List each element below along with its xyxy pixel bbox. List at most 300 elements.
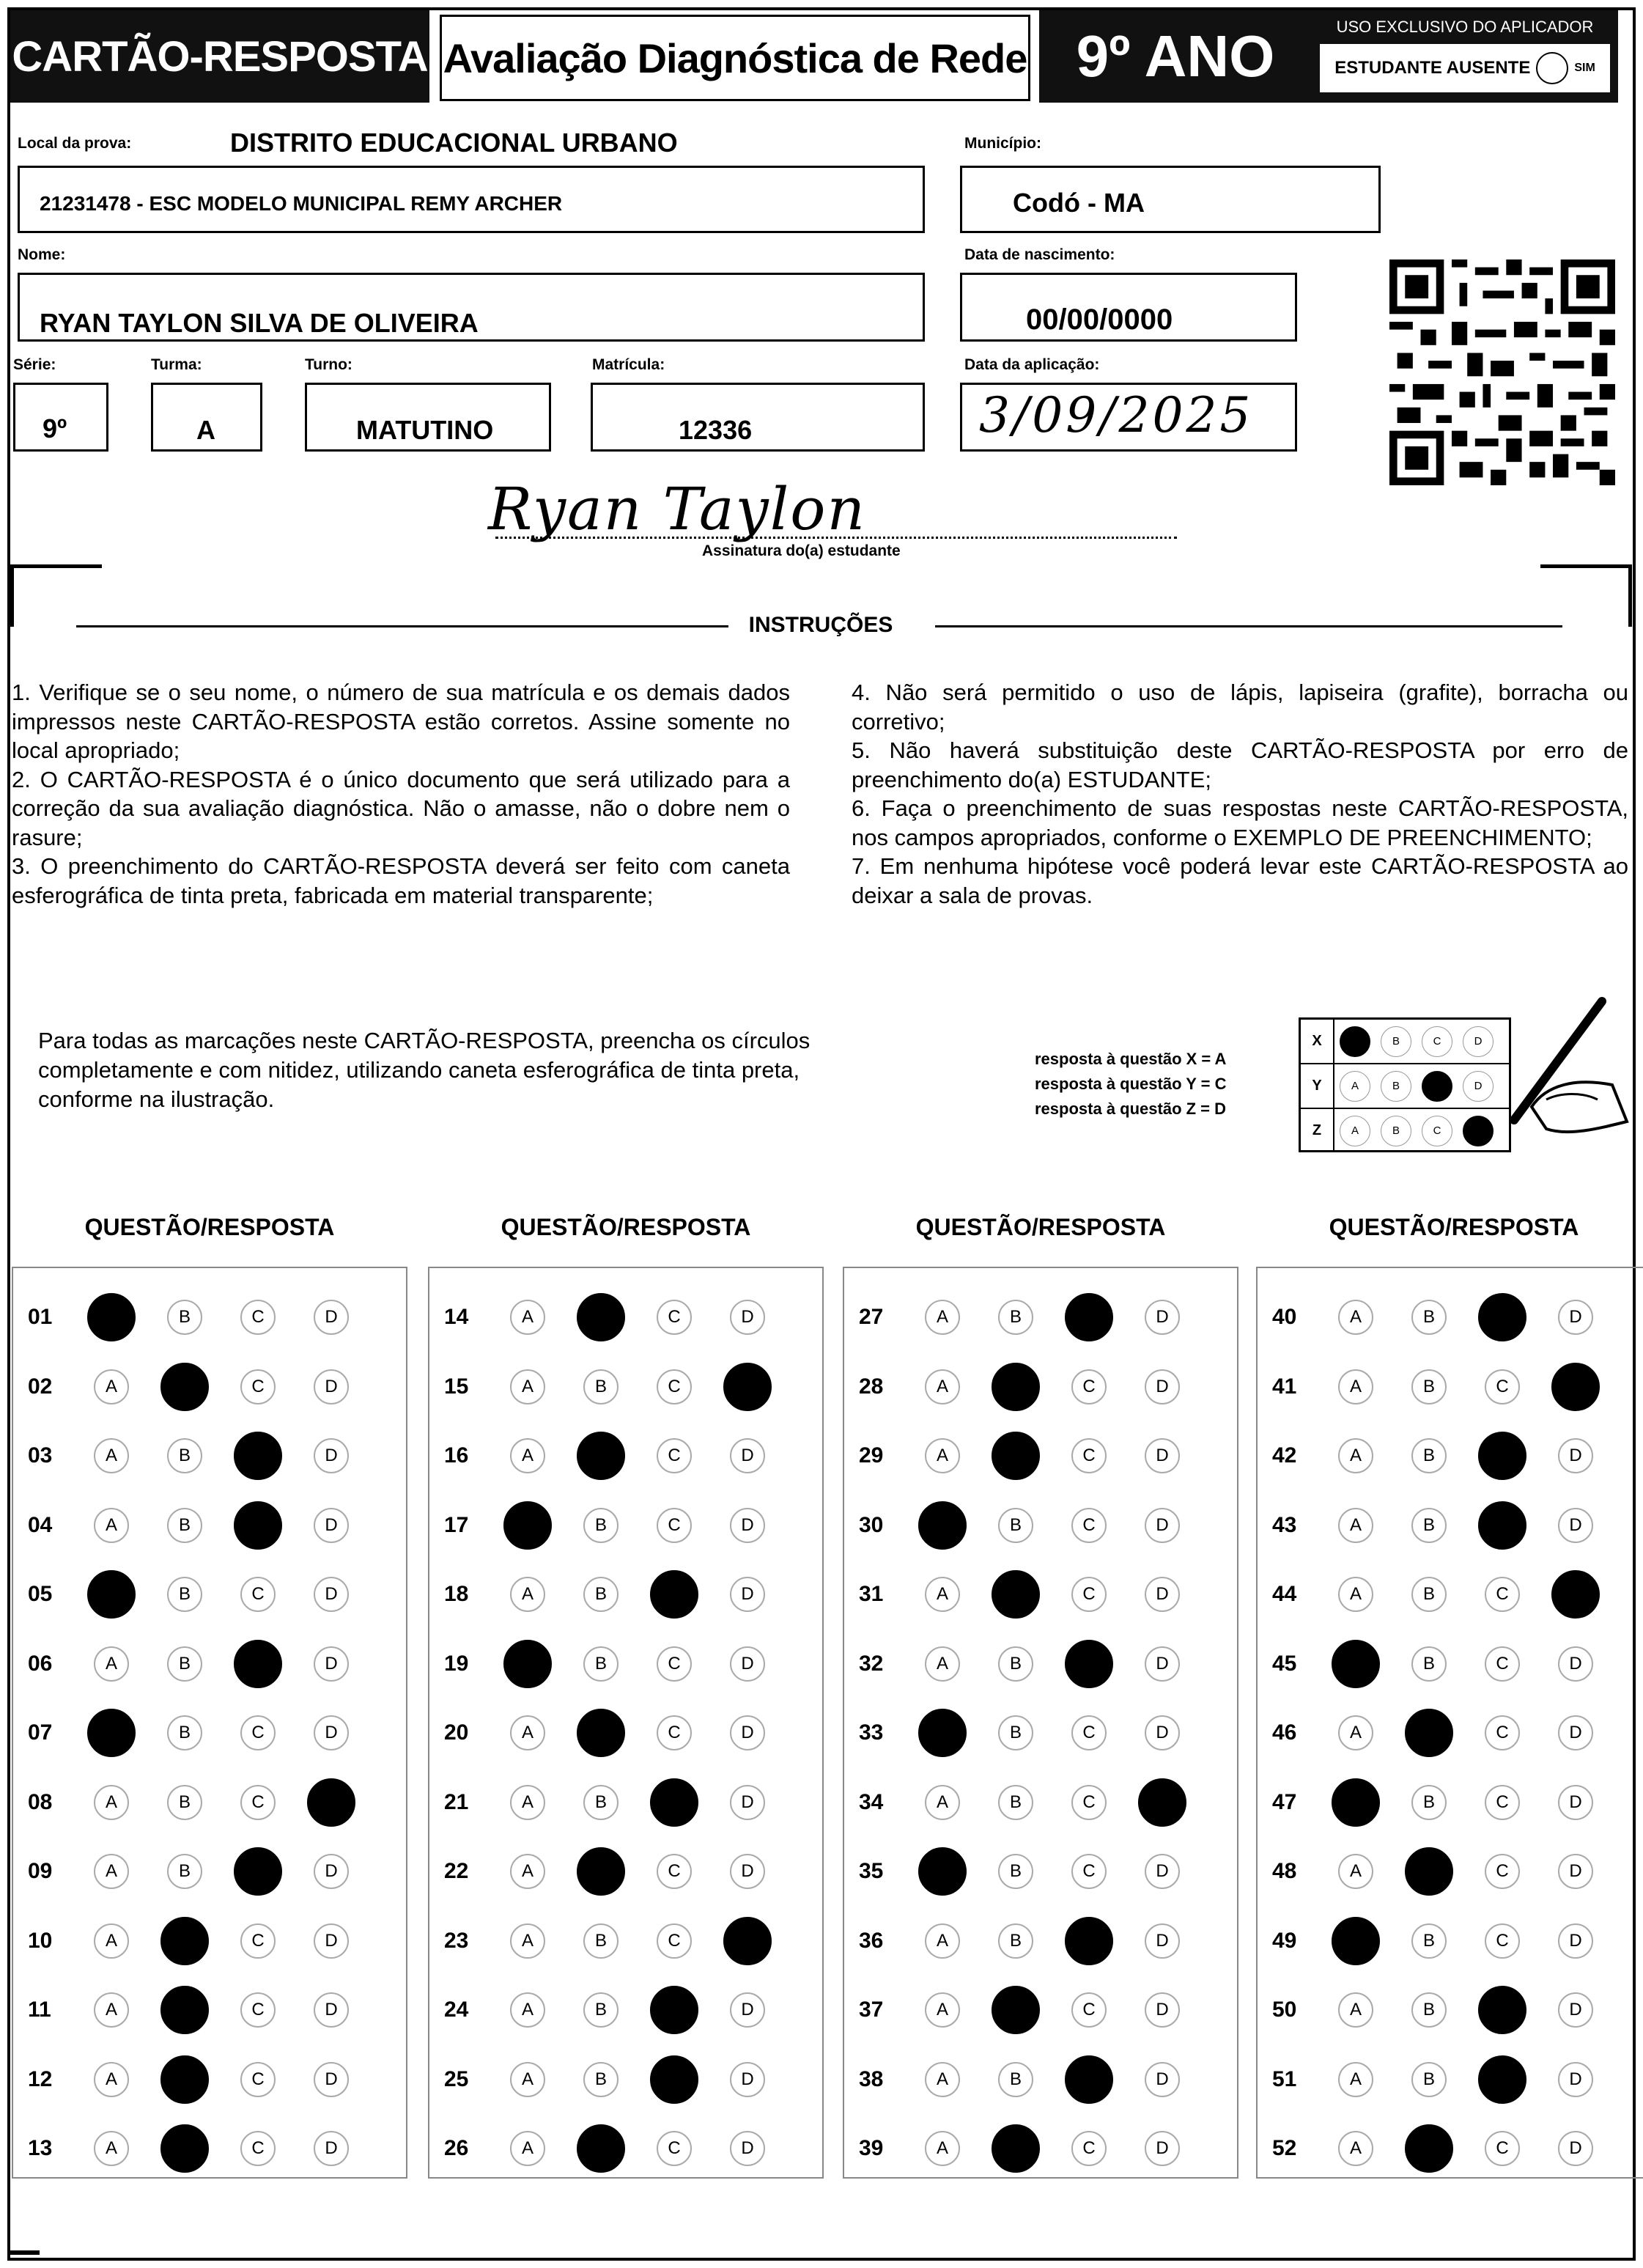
answer-bubble-b[interactable]: B	[1411, 2062, 1447, 2097]
answer-bubble-b[interactable]: B	[1411, 1923, 1447, 1959]
answer-bubble-c[interactable]: C	[1478, 1986, 1526, 2034]
question-number: 47	[1272, 1789, 1297, 1814]
answer-bubble-b[interactable]: B	[1405, 2124, 1453, 2173]
answer-row	[13, 2123, 406, 2174]
answer-bubble-c[interactable]: C	[657, 1369, 692, 1404]
answer-row	[1258, 1915, 1643, 1967]
answer-bubble-c[interactable]: C	[657, 1300, 692, 1335]
answer-bubble-b[interactable]: B	[1411, 1508, 1447, 1543]
answer-bubble-b[interactable]: B	[998, 1854, 1033, 1889]
answer-bubble-c[interactable]: C	[1065, 1293, 1113, 1341]
answer-bubble-b[interactable]: B	[577, 2124, 625, 2173]
answer-bubble-c[interactable]: C	[1065, 1917, 1113, 1965]
answer-bubble-d[interactable]: D	[1551, 1570, 1600, 1619]
answer-bubble-a[interactable]: A	[510, 1854, 545, 1889]
answer-bubble-b[interactable]: B	[998, 1923, 1033, 1959]
answer-bubble-c[interactable]: C	[240, 1300, 276, 1335]
answer-bubble-b[interactable]: B	[998, 1715, 1033, 1750]
answer-bubble-a[interactable]: A	[1338, 2131, 1373, 2166]
question-number: 01	[28, 1305, 53, 1329]
answer-bubble-d[interactable]: D	[1145, 1438, 1180, 1473]
answer-bubble-d[interactable]: D	[723, 1363, 772, 1411]
answer-bubble-c[interactable]: C	[1071, 1854, 1107, 1889]
answer-bubble-a[interactable]: A	[94, 2131, 129, 2166]
answer-bubble-c[interactable]: C	[1485, 1577, 1520, 1612]
answer-bubble-c[interactable]: C	[240, 1992, 276, 2028]
answer-bubble-b[interactable]: B	[1405, 1709, 1453, 1757]
answer-bubble-c[interactable]: C	[240, 1923, 276, 1959]
answer-bubble-b[interactable]: B	[583, 2062, 619, 2097]
answer-bubble-a[interactable]: A	[925, 1438, 960, 1473]
question-number: 35	[859, 1859, 884, 1883]
answer-bubble-a[interactable]: A	[925, 1646, 960, 1682]
answer-bubble-d[interactable]: D	[314, 1715, 349, 1750]
answer-bubble-c[interactable]: C	[234, 1847, 282, 1896]
answer-bubble-a[interactable]: A	[1332, 1917, 1380, 1965]
answer-bubble-c[interactable]: C	[1485, 1715, 1520, 1750]
instruction-3: 3. O preenchimento do CARTÃO-RESPOSTA deverá ser feito com caneta esferográfica de tinta preta, fabricada em material transparente;	[12, 853, 790, 908]
answer-row	[844, 1846, 1237, 1897]
answer-bubble-c[interactable]: C	[240, 1369, 276, 1404]
question-number: 51	[1272, 2066, 1297, 2091]
example-row	[1301, 1020, 1509, 1064]
answer-bubble-d[interactable]: D	[1558, 1992, 1593, 2028]
answer-bubble-c[interactable]: C	[1478, 1293, 1526, 1341]
answer-bubble-b[interactable]: B	[583, 1508, 619, 1543]
turno-label: Turno:	[305, 356, 352, 373]
example-bubble-b: B	[1381, 1026, 1411, 1057]
answer-bubble-b[interactable]: B	[992, 2124, 1040, 2173]
answer-bubble-b[interactable]: B	[583, 1577, 619, 1612]
answer-bubble-b[interactable]: B	[167, 1715, 202, 1750]
question-number: 02	[28, 1374, 53, 1399]
answer-bubble-b[interactable]: B	[583, 1992, 619, 2028]
answer-bubble-b[interactable]: B	[167, 1577, 202, 1612]
answer-bubble-d[interactable]: D	[314, 1577, 349, 1612]
answer-bubble-b[interactable]: B	[1405, 1847, 1453, 1896]
example-bubble-c: C	[1422, 1116, 1452, 1146]
answer-row	[429, 1984, 822, 2036]
answer-bubble-c[interactable]: C	[650, 1986, 698, 2034]
answer-bubble-a[interactable]: A	[94, 1923, 129, 1959]
answer-bubble-c[interactable]: C	[657, 1646, 692, 1682]
answer-bubble-a[interactable]: A	[87, 1293, 136, 1341]
answer-bubble-d[interactable]: D	[1145, 1577, 1180, 1612]
answer-bubble-b[interactable]: B	[577, 1293, 625, 1341]
answer-bubble-c[interactable]: C	[657, 2131, 692, 2166]
answer-bubble-c[interactable]: C	[1485, 1923, 1520, 1959]
answer-bubble-c[interactable]: C	[240, 1785, 276, 1820]
answer-bubble-a[interactable]: A	[510, 1369, 545, 1404]
answer-bubble-d[interactable]: D	[1558, 1923, 1593, 1959]
question-number: 29	[859, 1443, 884, 1468]
nascimento-value: 00/00/0000	[1026, 303, 1173, 336]
answer-bubble-c[interactable]: C	[1485, 1369, 1520, 1404]
answer-bubble-d[interactable]: D	[730, 2131, 765, 2166]
answer-bubble-d[interactable]: D	[314, 2131, 349, 2166]
answer-bubble-c[interactable]: C	[657, 1923, 692, 1959]
answer-bubble-b[interactable]: B	[1411, 1438, 1447, 1473]
answer-bubble-a[interactable]: A	[510, 2131, 545, 2166]
answer-row	[1258, 1569, 1643, 1620]
answer-bubble-a[interactable]: A	[918, 1501, 967, 1550]
answer-bubble-a[interactable]: A	[925, 1785, 960, 1820]
answer-bubble-a[interactable]: A	[1338, 1438, 1373, 1473]
answer-bubble-c[interactable]: C	[1071, 1785, 1107, 1820]
answer-column	[428, 1267, 824, 2179]
answer-row	[429, 2123, 822, 2174]
answer-bubble-a[interactable]: A	[1338, 1508, 1373, 1543]
answer-row	[844, 1707, 1237, 1759]
answer-row	[844, 1430, 1237, 1481]
answer-bubble-a[interactable]: A	[510, 1438, 545, 1473]
answer-bubble-d[interactable]: D	[314, 1923, 349, 1959]
matricula-label: Matrícula:	[592, 356, 665, 373]
answer-bubble-d[interactable]: D	[314, 1646, 349, 1682]
question-number: 31	[859, 1582, 884, 1606]
question-number: 50	[1272, 1998, 1297, 2022]
answer-bubble-a[interactable]: A	[925, 1300, 960, 1335]
answer-bubble-d[interactable]: D	[1145, 1992, 1180, 2028]
answer-bubble-c[interactable]: C	[1485, 1785, 1520, 1820]
answer-bubble-a[interactable]: A	[1338, 1715, 1373, 1750]
answer-bubble-d[interactable]: D	[1145, 1854, 1180, 1889]
answer-bubble-c[interactable]: C	[657, 1854, 692, 1889]
answer-bubble-d[interactable]: D	[730, 1508, 765, 1543]
answer-bubble-c[interactable]: C	[234, 1432, 282, 1480]
answer-bubble-d[interactable]: D	[1558, 1854, 1593, 1889]
answer-bubble-d[interactable]: D	[1558, 2062, 1593, 2097]
answer-bubble-a[interactable]: A	[1338, 2062, 1373, 2097]
answer-bubble-c[interactable]: C	[657, 1438, 692, 1473]
column-heading: QUESTÃO/RESPOSTA	[501, 1214, 751, 1240]
answer-bubble-b[interactable]: B	[167, 1300, 202, 1335]
answer-bubble-c[interactable]: C	[1071, 2131, 1107, 2166]
answer-bubble-b[interactable]: B	[577, 1847, 625, 1896]
answer-row	[1258, 1638, 1643, 1690]
answer-bubble-a[interactable]: A	[94, 1992, 129, 2028]
answer-bubble-d[interactable]: D	[730, 1992, 765, 2028]
answer-bubble-c[interactable]: C	[1485, 1646, 1520, 1682]
answer-bubble-b[interactable]: B	[160, 1917, 209, 1965]
question-number: 13	[28, 2136, 53, 2160]
absent-bubble[interactable]	[1536, 52, 1568, 84]
answer-bubble-b[interactable]: B	[577, 1432, 625, 1480]
answer-bubble-a[interactable]: A	[510, 1577, 545, 1612]
answer-row	[13, 1846, 406, 1897]
answer-bubble-d[interactable]: D	[1145, 1508, 1180, 1543]
answer-bubble-a[interactable]: A	[503, 1640, 552, 1688]
answer-bubble-a[interactable]: A	[1338, 1577, 1373, 1612]
answer-bubble-c[interactable]: C	[1071, 1715, 1107, 1750]
answer-bubble-d[interactable]: D	[314, 1300, 349, 1335]
instruction-6: 6. Faça o preenchimento de suas respostas neste CARTÃO-RESPOSTA, nos campos apropriados, conforme o EXEMPLO DE PREENCHIMENTO;	[852, 795, 1628, 850]
instructions-left	[12, 678, 790, 910]
answer-bubble-a[interactable]: A	[94, 1646, 129, 1682]
answer-bubble-c[interactable]: C	[650, 2055, 698, 2104]
answer-bubble-b[interactable]: B	[167, 1646, 202, 1682]
answer-bubble-b[interactable]: B	[160, 2055, 209, 2104]
answer-bubble-a[interactable]: A	[1338, 1992, 1373, 2028]
answer-bubble-a[interactable]: A	[925, 1992, 960, 2028]
answer-bubble-d[interactable]: D	[314, 1369, 349, 1404]
column-heading: QUESTÃO/RESPOSTA	[1329, 1214, 1579, 1240]
answer-bubble-d[interactable]: D	[1138, 1778, 1186, 1827]
answer-bubble-c[interactable]: C	[234, 1501, 282, 1550]
question-number: 44	[1272, 1582, 1297, 1606]
answer-row	[429, 1777, 822, 1828]
municipio-value: Codó - MA	[1013, 188, 1145, 218]
question-number: 10	[28, 1928, 53, 1953]
answer-bubble-b[interactable]: B	[998, 1646, 1033, 1682]
answer-bubble-d[interactable]: D	[730, 1854, 765, 1889]
answer-bubble-b[interactable]: B	[998, 2062, 1033, 2097]
answer-bubble-a[interactable]: A	[918, 1709, 967, 1757]
answer-bubble-a[interactable]: A	[94, 1438, 129, 1473]
instruction-1: 1. Verifique se o seu nome, o número de sua matrícula e os demais dados impressos neste CARTÃO-RESPOSTA estão corretos. Assine somente no local apropriado;	[12, 680, 790, 763]
answer-row	[13, 1500, 406, 1551]
answer-bubble-c[interactable]: C	[1478, 2055, 1526, 2104]
answer-bubble-a[interactable]: A	[510, 1300, 545, 1335]
answer-row	[1258, 1292, 1643, 1343]
matricula-field	[591, 383, 925, 452]
answer-bubble-a[interactable]: A	[503, 1501, 552, 1550]
answer-row	[429, 1638, 822, 1690]
answer-bubble-d[interactable]: D	[723, 1917, 772, 1965]
answer-column	[843, 1267, 1238, 2179]
answer-bubble-a[interactable]: A	[925, 1369, 960, 1404]
answer-bubble-a[interactable]: A	[925, 2131, 960, 2166]
answer-row	[844, 2123, 1237, 2174]
answer-bubble-b[interactable]: B	[167, 1785, 202, 1820]
example-question-label: Y	[1301, 1064, 1334, 1108]
example-option-slot	[1376, 1071, 1417, 1102]
example-bubble-b: B	[1381, 1071, 1411, 1102]
answer-bubble-d[interactable]: D	[1558, 1715, 1593, 1750]
answer-bubble-b[interactable]: B	[160, 1986, 209, 2034]
answer-bubble-d[interactable]: D	[1145, 2131, 1180, 2166]
answer-bubble-d[interactable]: D	[1145, 2062, 1180, 2097]
answer-bubble-b[interactable]: B	[167, 1854, 202, 1889]
answer-bubble-a[interactable]: A	[918, 1847, 967, 1896]
answer-bubble-c[interactable]: C	[240, 1715, 276, 1750]
answer-bubble-b[interactable]: B	[1411, 1992, 1447, 2028]
answer-bubble-a[interactable]: A	[510, 1992, 545, 2028]
answer-row	[1258, 1361, 1643, 1413]
answer-bubble-d[interactable]: D	[1145, 1715, 1180, 1750]
answer-row	[844, 1361, 1237, 1413]
answer-bubble-d[interactable]: D	[314, 2062, 349, 2097]
example-question-label: X	[1301, 1020, 1334, 1063]
answer-bubble-c[interactable]: C	[240, 2062, 276, 2097]
question-number: 05	[28, 1582, 53, 1606]
example-option-slot	[1334, 1071, 1376, 1102]
aplicacao-value: 3/09/2025	[979, 387, 1254, 443]
question-number: 32	[859, 1651, 884, 1676]
answer-bubble-b[interactable]: B	[583, 1369, 619, 1404]
answer-bubble-b[interactable]: B	[167, 1508, 202, 1543]
answer-bubble-d[interactable]: D	[730, 1300, 765, 1335]
example-option-slot	[1376, 1116, 1417, 1146]
answer-bubble-d[interactable]: D	[314, 1438, 349, 1473]
question-number: 09	[28, 1859, 53, 1883]
answer-bubble-b[interactable]: B	[998, 1300, 1033, 1335]
nascimento-label: Data de nascimento:	[964, 246, 1115, 263]
answer-bubble-d[interactable]: D	[730, 1577, 765, 1612]
answer-bubble-b[interactable]: B	[1411, 1300, 1447, 1335]
answer-bubble-c[interactable]: C	[650, 1778, 698, 1827]
answer-bubble-c[interactable]: C	[1071, 1438, 1107, 1473]
answer-bubble-a[interactable]: A	[94, 1369, 129, 1404]
signature-line	[495, 537, 1177, 539]
example-option-slot	[1334, 1116, 1376, 1146]
answer-bubble-d[interactable]: D	[1145, 1369, 1180, 1404]
answer-bubble-b[interactable]: B	[583, 1646, 619, 1682]
answer-bubble-c[interactable]: C	[1071, 1508, 1107, 1543]
answer-bubble-b[interactable]: B	[998, 1508, 1033, 1543]
answer-bubble-a[interactable]: A	[1338, 1854, 1373, 1889]
answer-bubble-d[interactable]: D	[730, 2062, 765, 2097]
answer-bubble-d[interactable]: D	[1145, 1300, 1180, 1335]
answer-bubble-b[interactable]: B	[583, 1923, 619, 1959]
example-bubble-c: C	[1422, 1026, 1452, 1057]
answer-column	[1256, 1267, 1643, 2179]
answer-row	[1258, 1500, 1643, 1551]
answer-bubble-c[interactable]: C	[650, 1570, 698, 1619]
answer-bubble-a[interactable]: A	[925, 2062, 960, 2097]
turno-value: MATUTINO	[356, 415, 494, 445]
answer-bubble-a[interactable]: A	[510, 1715, 545, 1750]
answer-bubble-d[interactable]: D	[730, 1438, 765, 1473]
answer-bubble-d[interactable]: D	[730, 1646, 765, 1682]
example-option-slot	[1334, 1026, 1376, 1057]
answer-bubble-c[interactable]: C	[657, 1715, 692, 1750]
answer-bubble-c[interactable]: C	[1071, 1992, 1107, 2028]
answer-bubble-b[interactable]: B	[998, 1785, 1033, 1820]
answer-bubble-a[interactable]: A	[94, 1785, 129, 1820]
answer-bubble-d[interactable]: D	[314, 1508, 349, 1543]
answer-bubble-b[interactable]: B	[160, 1363, 209, 1411]
answer-bubble-c[interactable]: C	[1071, 1369, 1107, 1404]
answer-bubble-d[interactable]: D	[1558, 1508, 1593, 1543]
answer-bubble-b[interactable]: B	[577, 1709, 625, 1757]
answer-bubble-a[interactable]: A	[1338, 1369, 1373, 1404]
answer-bubble-a[interactable]: A	[94, 1508, 129, 1543]
instructions-right	[852, 678, 1628, 910]
answer-bubble-a[interactable]: A	[87, 1709, 136, 1757]
question-number: 38	[859, 2066, 884, 2091]
answer-bubble-d[interactable]: D	[314, 1854, 349, 1889]
example-row	[1301, 1064, 1509, 1109]
answer-bubble-d[interactable]: D	[1145, 1923, 1180, 1959]
answer-bubble-a[interactable]: A	[1332, 1640, 1380, 1688]
answer-bubble-a[interactable]: A	[94, 1854, 129, 1889]
question-number: 33	[859, 1720, 884, 1745]
answer-bubble-c[interactable]: C	[1478, 1432, 1526, 1480]
question-number: 23	[444, 1928, 469, 1953]
answer-bubble-d[interactable]: D	[730, 1785, 765, 1820]
answer-row	[1258, 1984, 1643, 2036]
answer-bubble-a[interactable]: A	[87, 1570, 136, 1619]
question-number: 20	[444, 1720, 469, 1745]
answer-bubble-c[interactable]: C	[1065, 2055, 1113, 2104]
answer-bubble-d[interactable]: D	[1145, 1646, 1180, 1682]
answer-bubble-a[interactable]: A	[510, 1785, 545, 1820]
answer-bubble-c[interactable]: C	[240, 1577, 276, 1612]
serie-value: 9º	[43, 413, 67, 443]
answer-bubble-b[interactable]: B	[992, 1570, 1040, 1619]
example-bubble-b: B	[1381, 1116, 1411, 1146]
answer-bubble-c[interactable]: C	[234, 1640, 282, 1688]
answer-bubble-b[interactable]: B	[1411, 1646, 1447, 1682]
answer-bubble-d[interactable]: D	[1551, 1363, 1600, 1411]
answer-bubble-a[interactable]: A	[925, 1923, 960, 1959]
answer-bubble-a[interactable]: A	[1332, 1778, 1380, 1827]
instructions-title: INSTRUÇÕES	[748, 613, 893, 637]
signature-label: Assinatura do(a) estudante	[702, 542, 901, 559]
student-signature: Ryan Taylon	[488, 475, 866, 543]
answer-bubble-c[interactable]: C	[240, 2131, 276, 2166]
nome-label: Nome:	[18, 246, 66, 263]
answer-bubble-d[interactable]: D	[307, 1778, 355, 1827]
example-bubble-d: D	[1463, 1071, 1494, 1102]
answer-bubble-a[interactable]: A	[1338, 1300, 1373, 1335]
footer-mark	[10, 2250, 40, 2255]
column-heading: QUESTÃO/RESPOSTA	[915, 1214, 1166, 1240]
answer-bubble-b[interactable]: B	[583, 1785, 619, 1820]
answer-bubble-d[interactable]: D	[1558, 1646, 1593, 1682]
answer-bubble-c[interactable]: C	[1485, 1854, 1520, 1889]
answer-bubble-b[interactable]: B	[992, 1986, 1040, 2034]
answer-bubble-d[interactable]: D	[1558, 1785, 1593, 1820]
answer-bubble-b[interactable]: B	[1411, 1577, 1447, 1612]
answer-bubble-b[interactable]: B	[167, 1438, 202, 1473]
answer-bubble-c[interactable]: C	[1065, 1640, 1113, 1688]
answer-bubble-d[interactable]: D	[1558, 2131, 1593, 2166]
answer-bubble-d[interactable]: D	[1558, 1300, 1593, 1335]
answer-bubble-b[interactable]: B	[1411, 1785, 1447, 1820]
answer-bubble-b[interactable]: B	[992, 1432, 1040, 1480]
answer-bubble-a[interactable]: A	[925, 1577, 960, 1612]
answer-bubble-b[interactable]: B	[992, 1363, 1040, 1411]
answer-bubble-c[interactable]: C	[1478, 1501, 1526, 1550]
answer-bubble-a[interactable]: A	[94, 2062, 129, 2097]
answer-row	[429, 1569, 822, 1620]
answer-row	[1258, 2054, 1643, 2105]
answer-bubble-a[interactable]: A	[510, 1923, 545, 1959]
legend-y: resposta à questão Y = C	[1035, 1075, 1227, 1093]
question-number: 24	[444, 1998, 469, 2022]
instruction-2: 2. O CARTÃO-RESPOSTA é o único documento que será utilizado para a correção da sua avaliação diagnóstica. Não o amasse, não o dobre nem o rasure;	[12, 766, 790, 850]
answer-bubble-a[interactable]: A	[510, 2062, 545, 2097]
answer-bubble-b[interactable]: B	[160, 2124, 209, 2173]
answer-bubble-c[interactable]: C	[1485, 2131, 1520, 2166]
aplicacao-label: Data da aplicação:	[964, 356, 1100, 373]
question-number: 19	[444, 1651, 469, 1676]
answer-bubble-d[interactable]: D	[1558, 1438, 1593, 1473]
question-number: 39	[859, 2136, 884, 2160]
question-number: 06	[28, 1651, 53, 1676]
question-number: 07	[28, 1720, 53, 1745]
answer-row	[844, 1984, 1237, 2036]
absent-label: ESTUDANTE AUSENTE	[1334, 58, 1531, 78]
applicator-label: USO EXCLUSIVO DO APLICADOR	[1336, 18, 1594, 36]
answer-bubble-d[interactable]: D	[314, 1992, 349, 2028]
answer-bubble-d[interactable]: D	[730, 1715, 765, 1750]
answer-bubble-b[interactable]: B	[1411, 1369, 1447, 1404]
answer-bubble-c[interactable]: C	[657, 1508, 692, 1543]
answer-bubble-c[interactable]: C	[1071, 1577, 1107, 1612]
